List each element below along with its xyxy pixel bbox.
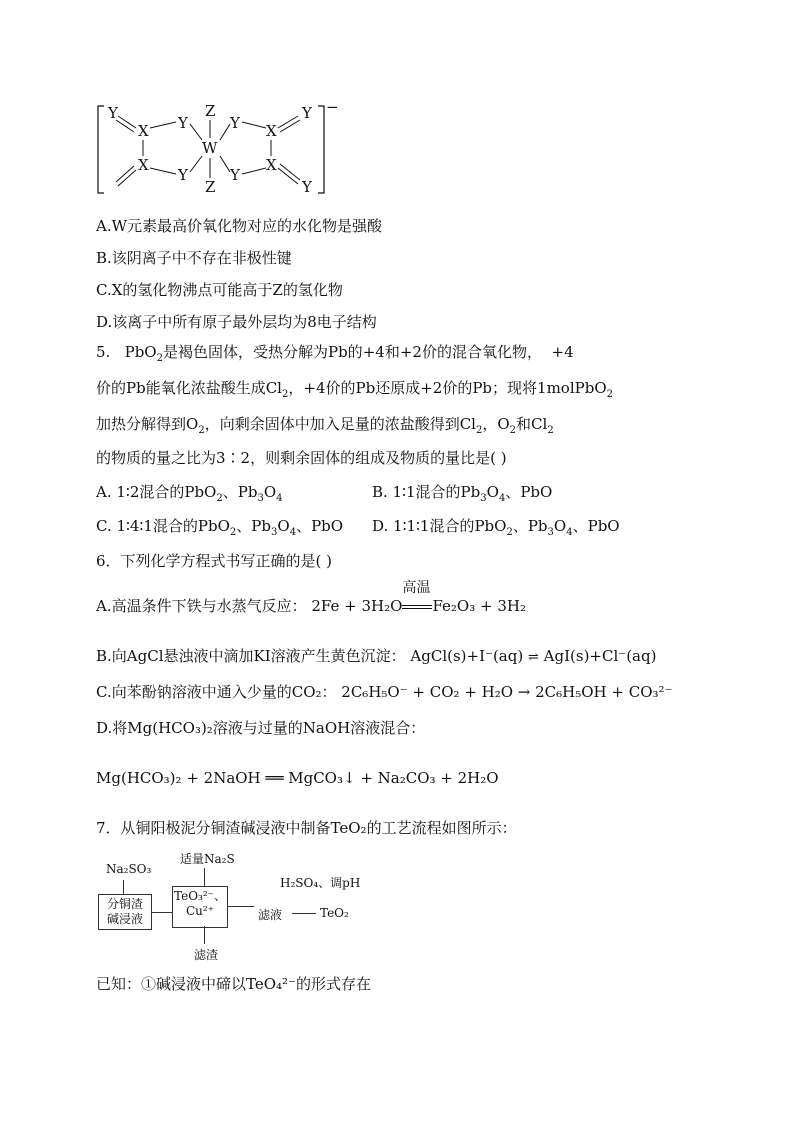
condition-high-temp: 高温 bbox=[402, 580, 431, 596]
q6-stem: 6．下列化学方程式书写正确的是( ) bbox=[96, 552, 333, 570]
reagent-h2so4: H₂SO₄、调pH bbox=[280, 876, 361, 890]
q5-option-c: C. 1∶4∶1混合的PbO$_2$、$Pb_3O_4$、PbO bbox=[96, 517, 344, 538]
atom-y-tl: Y bbox=[108, 104, 118, 122]
atom-y-br: Y bbox=[302, 178, 312, 196]
atom-w: W bbox=[202, 139, 218, 157]
q4-option-b: B.该阴离子中不存在非极性键 bbox=[96, 249, 292, 267]
q5-option-d: D. 1∶1∶1混合的PbO$_2$、$Pb_3O_4$、PbO bbox=[372, 517, 620, 538]
equals-sign bbox=[402, 605, 432, 609]
q7-known: 已知：①碱浸液中碲以TeO₄²⁻的形式存在 bbox=[96, 975, 371, 993]
atom-y-tr: Y bbox=[302, 104, 312, 122]
atom-z-bot: Z bbox=[205, 178, 216, 196]
atom-x-l1: X bbox=[138, 122, 149, 140]
flowchart bbox=[96, 850, 396, 970]
q6-option-a: A.高温条件下铁与水蒸气反应： 2Fe + 3H₂O 高温 Fe₂O₃ + 3H₂ bbox=[96, 580, 526, 615]
q7-stem: 7．从铜阳极泥分铜渣碱浸液中制备TeO₂的工艺流程如图所示： bbox=[96, 819, 517, 837]
atom-x-r2: X bbox=[266, 156, 277, 174]
equilibrium-arrow: ⇌ bbox=[527, 650, 539, 665]
q5-line-3: 加热分解得到$O_2$，向剩余固体中加入足量的浓盐酸得到$Cl_2$，$O_2$和$Cl_2$ bbox=[96, 415, 554, 436]
right-bracket bbox=[318, 106, 324, 193]
q4-option-c: C.X的氢化物沸点可能高于Z的氢化物 bbox=[96, 281, 343, 299]
atom-y-l2: Y bbox=[178, 166, 188, 184]
q5-line-1: 5. PbO$_2$是褐色固体，受热分解为Pb的+4和+2价的混合氧化物， +4 bbox=[96, 343, 574, 364]
q6-option-b: B.向AgCl悬浊液中滴加KI溶液产生黄色沉淀： AgCl(s)+I⁻(aq) ⇌ AgI(s)+Cl⁻(aq) bbox=[96, 647, 657, 665]
atom-x-l2: X bbox=[138, 156, 149, 174]
product-teo2: TeO₂ bbox=[320, 906, 349, 920]
q4-option-d: D.该离子中所有原子最外层均为8电子结构 bbox=[96, 313, 377, 331]
reagent-na2so3: Na₂SO₃ bbox=[106, 862, 152, 876]
q5-line-2: 价的Pb能氧化浓盐酸生成$Cl_2$，+4价的Pb还原成+2价的Pb；现将1molPbO$_2$ bbox=[96, 379, 613, 400]
residue-label: 滤渣 bbox=[194, 948, 219, 962]
atom-y-r1: Y bbox=[230, 114, 240, 132]
q5-option-b: B. 1∶1混合的$Pb_3O_4$、PbO bbox=[372, 483, 553, 504]
q6-option-c: C.向苯酚钠溶液中通入少量的CO₂： 2C₆H₅O⁻ + CO₂ + H₂O → 2C₆H₅OH + CO₃²⁻ bbox=[96, 683, 673, 701]
atom-y-r2: Y bbox=[230, 166, 240, 184]
left-bracket bbox=[98, 106, 104, 193]
atom-x-r1: X bbox=[266, 122, 277, 140]
charge-sign: − bbox=[326, 98, 339, 116]
q5-option-a: A. 1∶2混合的PbO$_2$、$Pb_3O_4$ bbox=[96, 483, 283, 504]
atom-y-l1: Y bbox=[178, 114, 188, 132]
box-alkaline-leach: 分铜渣 碱浸液 bbox=[98, 894, 152, 930]
atom-z-top: Z bbox=[205, 102, 216, 120]
q4-option-a: A.W元素最高价氧化物对应的水化物是强酸 bbox=[96, 217, 383, 235]
q5-number: 5. bbox=[96, 343, 111, 361]
box-tellurite-copper: TeO₃²⁻、 Cu²⁺ bbox=[172, 886, 228, 928]
q6-option-d-equation: Mg(HCO₃)₂ + 2NaOH ══ MgCO₃↓ + Na₂CO₃ + 2H₂O bbox=[96, 769, 499, 787]
anion-structure-diagram bbox=[90, 98, 350, 198]
q5-line-4: 的物质的量之比为3∶2，则剩余固体的组成及物质的量比是( ) bbox=[96, 449, 507, 467]
reagent-na2s: 适量Na₂S bbox=[180, 852, 235, 866]
q6-option-d: D.将Mg(HCO₃)₂溶液与过量的NaOH溶液混合： bbox=[96, 719, 426, 737]
filtrate-label: 滤液 bbox=[258, 908, 283, 922]
